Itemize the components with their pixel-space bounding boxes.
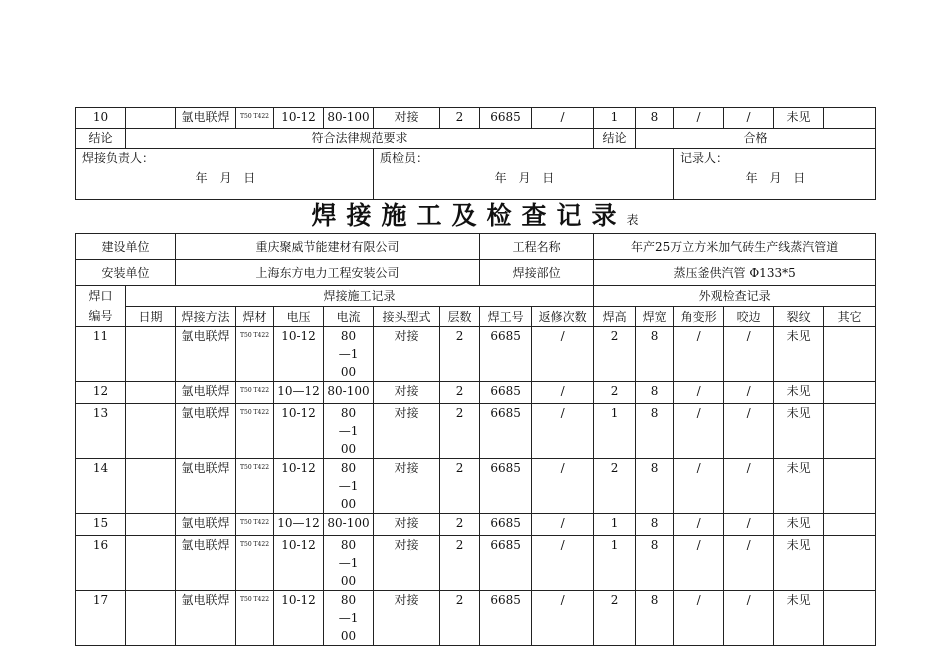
weld-current: 80—100	[324, 591, 374, 646]
weld-date	[126, 536, 176, 591]
layer-count: 2	[440, 536, 480, 591]
weld-width: 8	[636, 404, 674, 459]
joint-type: 对接	[374, 382, 440, 404]
crack: 未见	[774, 536, 824, 591]
conclusion-value: 符合法律规范要求	[126, 129, 594, 149]
weld-width: 8	[636, 108, 674, 129]
weld-date	[126, 327, 176, 382]
qc-label: 质检员：	[380, 151, 429, 165]
width-col-header: 焊宽	[636, 307, 674, 327]
weld-height: 2	[594, 459, 636, 514]
joint-type: 对接	[374, 536, 440, 591]
weld-current: 80—100	[324, 536, 374, 591]
crack: 未见	[774, 382, 824, 404]
layer-count: 2	[440, 591, 480, 646]
undercut: /	[724, 108, 774, 129]
weld-date	[126, 514, 176, 536]
weld-number: 15	[76, 514, 126, 536]
repair-count: /	[532, 591, 594, 646]
weld-height: 1	[594, 404, 636, 459]
joint-type: 对接	[374, 404, 440, 459]
joint-type: 对接	[374, 459, 440, 514]
joint-type: 对接	[374, 591, 440, 646]
weld-method: 氩电联焊	[176, 536, 236, 591]
recorder-signature	[674, 149, 876, 200]
angle-deformation: /	[674, 591, 724, 646]
undercut: /	[724, 404, 774, 459]
crack-col-header: 裂纹	[774, 307, 824, 327]
layer-count: 2	[440, 108, 480, 129]
table-row	[76, 536, 876, 591]
layers-col-header: 层数	[440, 307, 480, 327]
undercut: /	[724, 327, 774, 382]
info-row-2	[76, 260, 876, 286]
welder-number: 6685	[480, 514, 532, 536]
welder-number: 6685	[480, 382, 532, 404]
weld-material: T50 T422	[236, 404, 274, 459]
repair-count: /	[532, 327, 594, 382]
joint-col-header: 接头型式	[374, 307, 440, 327]
layer-count: 2	[440, 327, 480, 382]
other	[824, 459, 876, 514]
weld-method: 氩电联焊	[176, 459, 236, 514]
section-header-row	[76, 286, 876, 307]
welder-number: 6685	[480, 108, 532, 129]
weld-record-table	[75, 233, 876, 646]
undercut: /	[724, 536, 774, 591]
weld-voltage: 10-12	[274, 591, 324, 646]
crack: 未见	[774, 108, 824, 129]
crack: 未见	[774, 404, 824, 459]
weld-width: 8	[636, 459, 674, 514]
welder-number: 6685	[480, 327, 532, 382]
weld-number: 16	[76, 536, 126, 591]
part-value: 蒸压釜供汽管 Φ133*5	[594, 260, 876, 286]
weld-number: 10	[76, 108, 126, 129]
joint-type: 对接	[374, 327, 440, 382]
weld-width: 8	[636, 591, 674, 646]
weld-number: 12	[76, 382, 126, 404]
weld-method: 氩电联焊	[176, 382, 236, 404]
weld-material: T50 T422	[236, 591, 274, 646]
weld-date	[126, 459, 176, 514]
layer-count: 2	[440, 382, 480, 404]
repair-count: /	[532, 108, 594, 129]
info-row-1	[76, 234, 876, 260]
angle-deformation: /	[674, 404, 724, 459]
conclusion-label: 结论	[76, 129, 126, 149]
welder-number: 6685	[480, 459, 532, 514]
repair-count: /	[532, 459, 594, 514]
other	[824, 382, 876, 404]
weld-voltage: 10-12	[274, 327, 324, 382]
signature-row	[76, 149, 876, 200]
weld-method: 氩电联焊	[176, 404, 236, 459]
other	[824, 108, 876, 129]
conclusion-label-2: 结论	[594, 129, 636, 149]
angle-deformation: /	[674, 382, 724, 404]
weld-voltage: 10-12	[274, 536, 324, 591]
other	[824, 327, 876, 382]
weld-number: 17	[76, 591, 126, 646]
weld-width: 8	[636, 514, 674, 536]
weld-height: 1	[594, 514, 636, 536]
repair-col-header: 返修次数	[532, 307, 594, 327]
joint-type: 对接	[374, 514, 440, 536]
weld-material: T50 T422	[236, 459, 274, 514]
weld-height: 2	[594, 382, 636, 404]
table-row	[76, 459, 876, 514]
welder-number: 6685	[480, 536, 532, 591]
date-placeholder: 年 月 日	[195, 171, 260, 185]
angle-deformation: /	[674, 536, 724, 591]
other	[824, 514, 876, 536]
angle-deformation: /	[674, 459, 724, 514]
weld-material: T50 T422	[236, 382, 274, 404]
inspection-record-header: 外观检查记录	[594, 286, 876, 307]
repair-count: /	[532, 514, 594, 536]
client-value: 重庆聚威节能建材有限公司	[176, 234, 480, 260]
other	[824, 591, 876, 646]
project-label: 工程名称	[480, 234, 594, 260]
table-row	[76, 108, 876, 129]
title-suffix: 表	[626, 213, 639, 227]
installer-value: 上海东方电力工程安装公司	[176, 260, 480, 286]
weld-width: 8	[636, 327, 674, 382]
weld-voltage: 10—12	[274, 514, 324, 536]
weld-material: T50 T422	[236, 536, 274, 591]
qc-signature	[374, 149, 674, 200]
construction-record-header: 焊接施工记录	[126, 286, 594, 307]
weld-date	[126, 382, 176, 404]
date-col-header: 日期	[126, 307, 176, 327]
weld-number-header: 焊口编号	[76, 286, 126, 327]
repair-count: /	[532, 404, 594, 459]
weld-material: T50 T422	[236, 514, 274, 536]
welder-number: 6685	[480, 591, 532, 646]
undercut: /	[724, 459, 774, 514]
welder-number: 6685	[480, 404, 532, 459]
other	[824, 404, 876, 459]
angle-deformation: /	[674, 108, 724, 129]
installer-label: 安装单位	[76, 260, 176, 286]
table-row	[76, 382, 876, 404]
layer-count: 2	[440, 459, 480, 514]
layer-count: 2	[440, 514, 480, 536]
weld-voltage: 10-12	[274, 404, 324, 459]
weld-height: 2	[594, 591, 636, 646]
crack: 未见	[774, 327, 824, 382]
weld-date	[126, 404, 176, 459]
top-record-table	[75, 107, 876, 200]
column-header-row	[76, 307, 876, 327]
welder-col-header: 焊工号	[480, 307, 532, 327]
weld-date	[126, 108, 176, 129]
conclusion-row	[76, 129, 876, 149]
weld-voltage: 10-12	[274, 459, 324, 514]
weld-height: 1	[594, 536, 636, 591]
weld-lead-label: 焊接负责人：	[82, 151, 155, 165]
undercut: /	[724, 382, 774, 404]
current-col-header: 电流	[324, 307, 374, 327]
project-value: 年产25万立方米加气砖生产线蒸汽管道	[594, 234, 876, 260]
weld-method: 氩电联焊	[176, 108, 236, 129]
weld-date	[126, 591, 176, 646]
weld-width: 8	[636, 382, 674, 404]
joint-type: 对接	[374, 108, 440, 129]
weld-current: 80—100	[324, 327, 374, 382]
weld-number: 14	[76, 459, 126, 514]
undercut: /	[724, 514, 774, 536]
repair-count: /	[532, 382, 594, 404]
weld-method: 氩电联焊	[176, 327, 236, 382]
crack: 未见	[774, 514, 824, 536]
weld-method: 氩电联焊	[176, 514, 236, 536]
method-col-header: 焊接方法	[176, 307, 236, 327]
weld-material: T50 T422	[236, 327, 274, 382]
weld-height: 1	[594, 108, 636, 129]
undercut-col-header: 咬边	[724, 307, 774, 327]
height-col-header: 焊高	[594, 307, 636, 327]
other-col-header: 其它	[824, 307, 876, 327]
repair-count: /	[532, 536, 594, 591]
weld-current: 80-100	[324, 382, 374, 404]
weld-voltage: 10—12	[274, 382, 324, 404]
weld-material: T50 T422	[236, 108, 274, 129]
crack: 未见	[774, 591, 824, 646]
part-label: 焊接部位	[480, 260, 594, 286]
table-row	[76, 591, 876, 646]
title-main: 焊接施工及检查记录	[311, 201, 627, 230]
angle-deformation: /	[674, 514, 724, 536]
date-placeholder: 年 月 日	[745, 171, 810, 185]
voltage-col-header: 电压	[274, 307, 324, 327]
angle-deformation: /	[674, 327, 724, 382]
weld-width: 8	[636, 536, 674, 591]
weld-method: 氩电联焊	[176, 591, 236, 646]
weld-height: 2	[594, 327, 636, 382]
client-label: 建设单位	[76, 234, 176, 260]
table-row	[76, 327, 876, 382]
crack: 未见	[774, 459, 824, 514]
weld-number: 11	[76, 327, 126, 382]
weld-lead-signature	[76, 149, 374, 200]
other	[824, 536, 876, 591]
layer-count: 2	[440, 404, 480, 459]
angle-col-header: 角变形	[674, 307, 724, 327]
weld-current: 80—100	[324, 404, 374, 459]
date-placeholder: 年 月 日	[494, 171, 559, 185]
conclusion-value-2: 合格	[636, 129, 876, 149]
recorder-label: 记录人：	[680, 151, 729, 165]
table-row	[76, 404, 876, 459]
table-row	[76, 514, 876, 536]
weld-number: 13	[76, 404, 126, 459]
undercut: /	[724, 591, 774, 646]
weld-current: 80-100	[324, 514, 374, 536]
document-title	[0, 199, 950, 237]
weld-current: 80-100	[324, 108, 374, 129]
weld-current: 80—100	[324, 459, 374, 514]
material-col-header: 焊材	[236, 307, 274, 327]
weld-voltage: 10-12	[274, 108, 324, 129]
